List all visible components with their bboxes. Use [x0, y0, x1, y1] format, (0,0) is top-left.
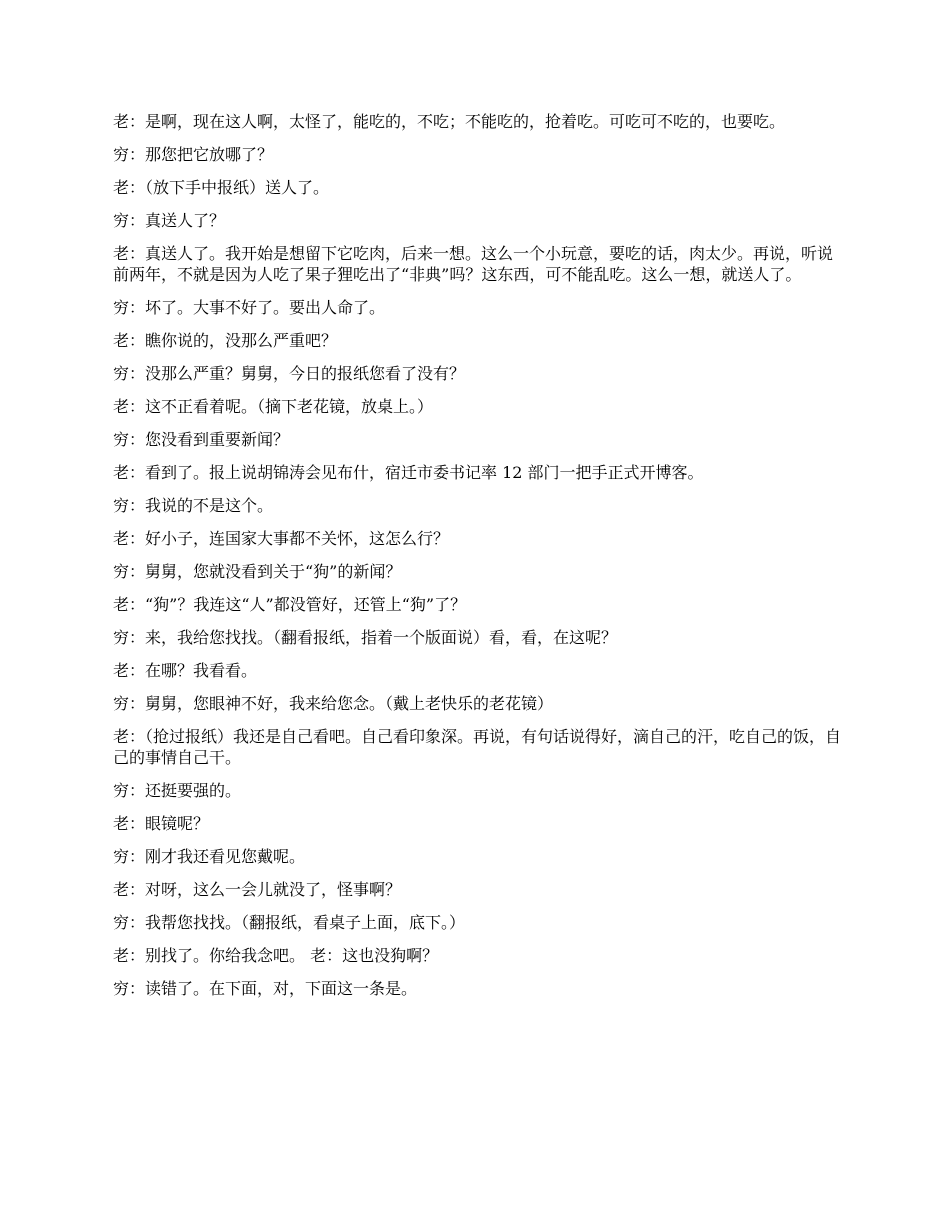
dialogue-line: 穷：那您把它放哪了？ [113, 145, 274, 164]
dialogue-line: 老：好小子，连国家大事都不关怀，这怎么行？ [113, 529, 450, 548]
dialogue-line: 穷：读错了。在下面，对，下面这一条是。 [113, 979, 418, 998]
dialogue-line: 穷：还挺要强的。 [113, 781, 242, 800]
dialogue-line: 老：看到了。报上说胡锦涛会见布什，宿迁市委书记率 12 部门一把手正式开博客。 [113, 463, 704, 482]
dialogue-line: 老：对呀，这么一会儿就没了，怪事啊？ [113, 880, 402, 899]
document-body [113, 111, 843, 1011]
dialogue-line: 老：（抢过报纸）我还是自己看吧。自己看印象深。再说，有句话说得好，滴自己的汗，吃自己的饭，自己的事情自己干。 [113, 727, 842, 767]
dialogue-line: 穷：来，我给您找找。（翻看报纸，指着一个版面说）看，看，在这呢？ [113, 628, 618, 647]
dialogue-line: 老：（放下手中报纸）送人了。 [113, 178, 330, 197]
dialogue-line: 老：眼镜呢？ [113, 814, 210, 833]
dialogue-line: 老：这不正看着呢。（摘下老花镜，放桌上。） [113, 397, 434, 416]
dialogue-line: 穷：真送人了？ [113, 211, 226, 230]
dialogue-line: 老：真送人了。我开始是想留下它吃肉，后来一想。这么一个小玩意，要吃的话，肉太少。再说，听说前两年，不就是因为人吃了果子狸吃出了“非典”吗？这东西，可不能乱吃。这么一想，就送人了。 [113, 244, 834, 284]
dialogue-line: 老：是啊，现在这人啊，太怪了，能吃的，不吃；不能吃的，抢着吃。可吃可不吃的，也要吃。 [113, 112, 786, 131]
dialogue-line: 穷：您没看到重要新闻？ [113, 430, 290, 449]
dialogue-line: 穷：我说的不是这个。 [113, 496, 274, 515]
dialogue-line: 老：瞧你说的，没那么严重吧？ [113, 331, 338, 350]
dialogue-line: 老：在哪？我看看。 [113, 661, 258, 680]
dialogue-line: 穷：我帮您找找。（翻报纸，看桌子上面，底下。） [113, 913, 466, 932]
dialogue-line: 穷：坏了。大事不好了。要出人命了。 [113, 298, 386, 317]
dialogue-line: 穷：舅舅，您眼神不好，我来给您念。（戴上老快乐的老花镜） [113, 694, 554, 713]
dialogue-line: 穷：舅舅，您就没看到关于“狗”的新闻？ [113, 562, 402, 581]
dialogue-line: 老：别找了。你给我念吧。 老：这也没狗啊？ [113, 946, 439, 965]
dialogue-line: 老：“狗”？我连这“人”都没管好，还管上“狗”了？ [113, 595, 467, 614]
dialogue-line: 穷：没那么严重？舅舅，今日的报纸您看了没有？ [113, 364, 466, 383]
dialogue-line: 穷：刚才我还看见您戴呢。 [113, 847, 306, 866]
